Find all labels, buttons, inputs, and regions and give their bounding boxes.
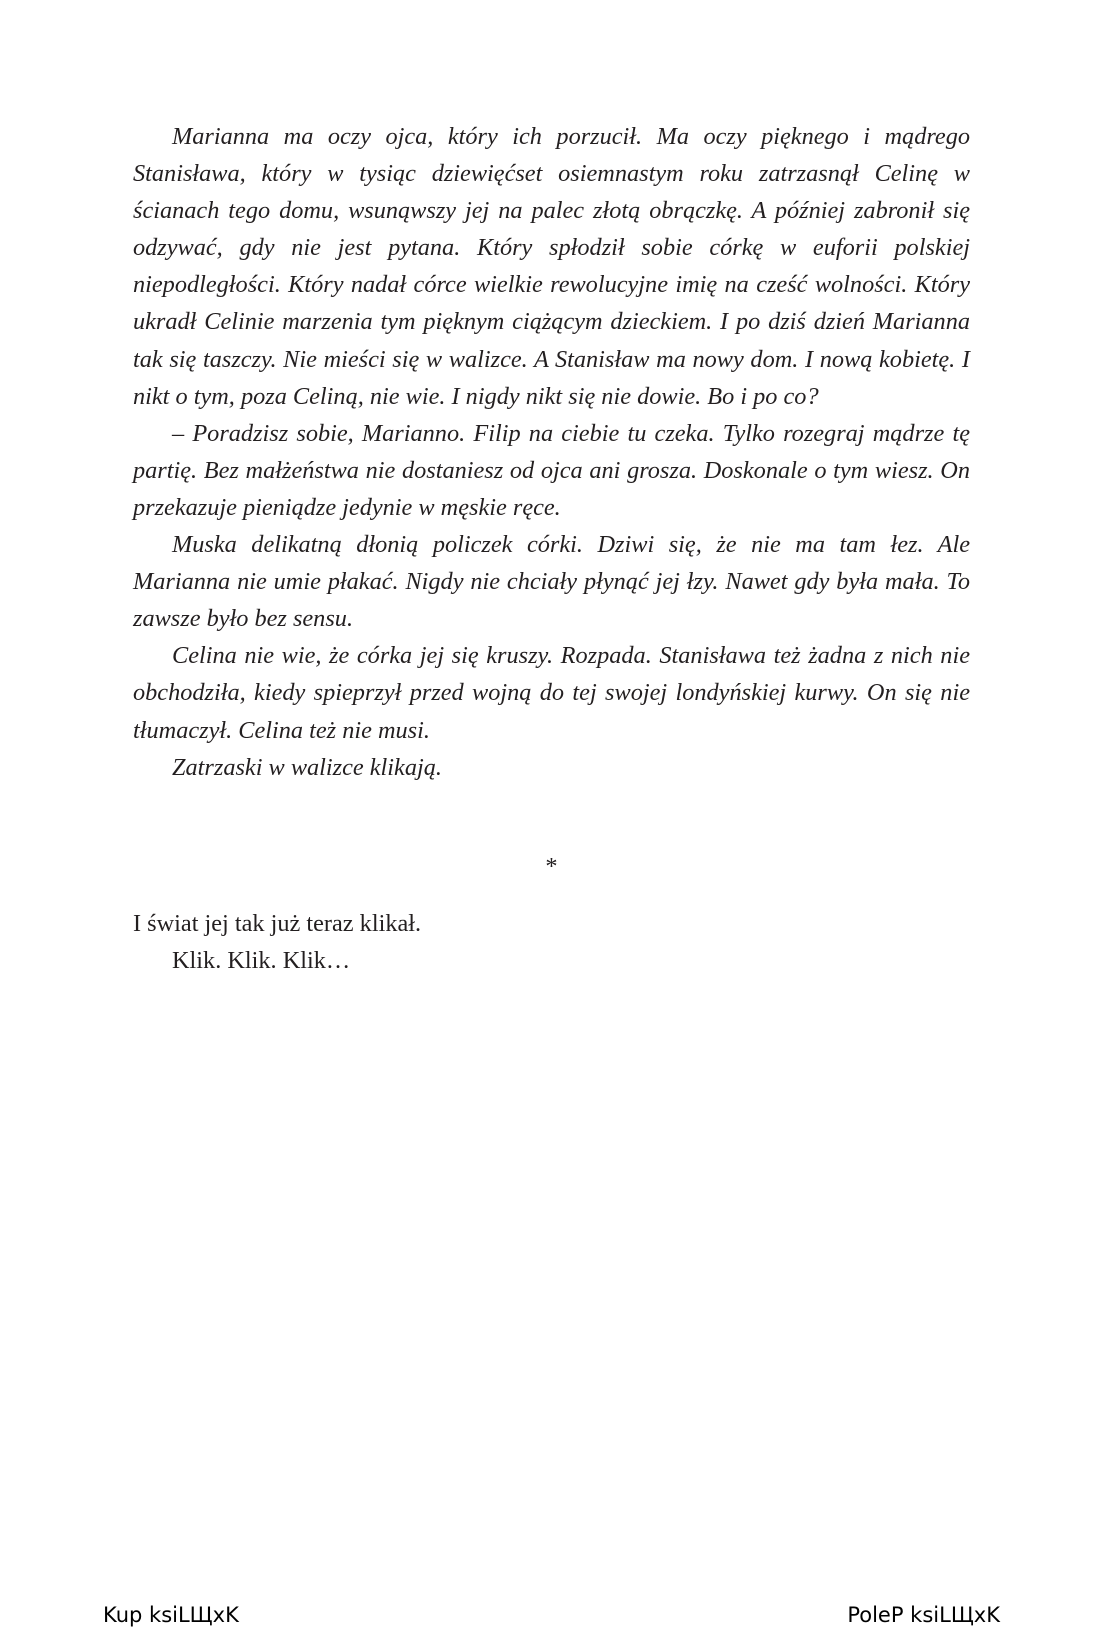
- paragraph: Zatrzaski w walizce klikają.: [172, 753, 442, 781]
- paragraph: – Poradzisz sobie, Marianno. Filip na ciebie tu czeka. Tylko rozegraj mądrze tę partię. Bez małżeństwa nie dostaniesz od ojca ani grosza. Doskonale o tym wiesz. On przekazuje pieniądze jedynie w męskie ręce.: [133, 419, 970, 521]
- paragraph: Marianna ma oczy ojca, który ich porzucił. Ma oczy pięknego i mądrego Stanisława, który w tysiąc dziewięćset osiemnastym roku zatrzasnął Celinę w ścianach tego domu, wsunąwszy jej na palec złotą obrączkę. A później zabronił się odzywać, gdy nie jest pytana. Który spłodził sobie córkę w euforii polskiej niepodległości. Który nadał córce wielkie rewolucyjne imię na cześć wolności. Który ukradł Celinie marzenia tym pięknym ciążącym dzieckiem. I po dziś dzień Marianna tak się taszczy. Nie mieści się w walizce. A Stanisław ma nowy dom. I nową kobietę. I nikt o tym, poza Celiną, nie wie. I nigdy nikt się nie dowie. Bo i po co?: [133, 123, 970, 410]
- recommend-book-link[interactable]: PoleP ksiLЩxK: [847, 1603, 1000, 1627]
- paragraph: Celina nie wie, że córka jej się kruszy. Rozpada. Stanisława też żadna z nich nie obchodziła, kiedy spieprzył przed wojną do tej swojej londyńskiej kurwy. On się nie tłumaczył. Celina też nie musi.: [133, 642, 970, 744]
- section-separator: *: [545, 853, 558, 880]
- paragraph: I świat jej tak już teraz klikał.: [133, 910, 422, 937]
- paragraph: Klik. Klik. Klik…: [172, 947, 351, 975]
- italic-passage: [133, 118, 970, 786]
- roman-passage: [133, 905, 970, 979]
- paragraph: Muska delikatną dłonią policzek córki. Dziwi się, że nie ma tam łez. Ale Marianna nie umie płakać. Nigdy nie chciały płynąć jej łzy. Nawet gdy była mała. To zawsze było bez sensu.: [133, 531, 970, 633]
- buy-book-link[interactable]: Kup ksiLЩxK: [103, 1603, 239, 1627]
